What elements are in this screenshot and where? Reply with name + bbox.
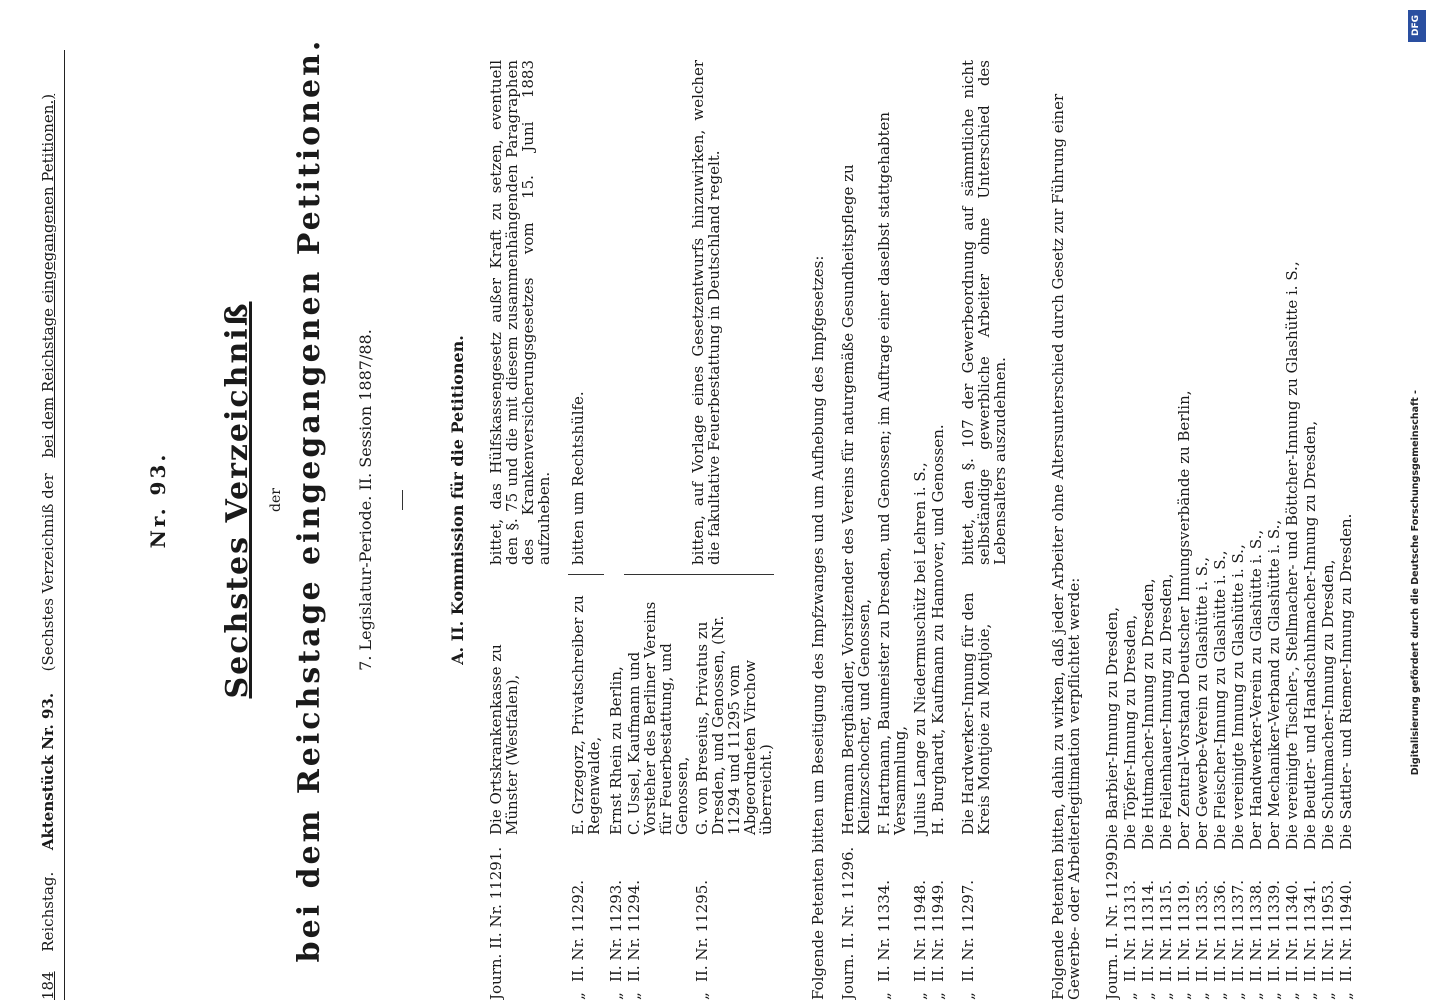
petitioner: Der Handwerker-Verein zu Glashütte i. S., <box>1247 529 1265 850</box>
journal-ref: II. Nr. 11292. <box>569 879 587 982</box>
running-title-underlined: bei dem Reichstage eingegangenen Petitionen.) <box>39 93 57 458</box>
ditto-mark: „ <box>1319 992 1337 1000</box>
ditto-mark: „ <box>911 992 929 1000</box>
petitioner: Ernst Rhein zu Berlin, <box>607 666 625 835</box>
ditto-mark: „ <box>959 992 977 1000</box>
ditto-mark: „ <box>569 992 587 1000</box>
header-label: Reichstag. <box>39 871 57 952</box>
journal-ref: II. Nr. 11314. <box>1139 879 1157 982</box>
journal-ref: II. Nr. 11293. <box>607 879 625 982</box>
ditto-mark: „ <box>1265 992 1283 1000</box>
ditto-mark: „ <box>1121 992 1139 1000</box>
ditto-mark: „ <box>607 992 625 1000</box>
petitioner: Der Gewerbe-Verein zu Glashütte i. S., <box>1193 556 1211 850</box>
journal-ref: II. Nr. 11948. <box>911 879 929 982</box>
ditto-mark: „ <box>693 992 711 1000</box>
section-c-intro: Folgende Petenten bitten, dahin zu wirken, daß jeder Arbeiter ohne Altersunterschied durch Gesetz zur Führung einer Gewerbe- oder Arbeiterlegitimation verpflichtet werde: <box>1049 93 1083 1000</box>
ditto-mark: „ <box>875 992 893 1000</box>
journal-ref: II. Nr. 11336. <box>1211 879 1229 982</box>
petition-request: bitten um Rechtshülfe. <box>569 391 587 565</box>
running-title-prefix: (Sechstes Verzeichniß der <box>39 473 57 672</box>
journal-ref: Journ. II. Nr. 11296. <box>839 846 857 1000</box>
ditto-mark: „ <box>1283 992 1301 1000</box>
digitization-sidebar <box>1406 10 1428 990</box>
title-der: der <box>268 488 284 512</box>
journal-ref: II. Nr. 11319. <box>1175 879 1193 982</box>
petitioner: Die vereinigte Tischler-, Stellmacher- und Böttcher-Innung zu Glashütte i. S., <box>1283 261 1301 850</box>
petitioner: E. Grzegorz, Privatschreiber zu Regenwalde, <box>569 595 603 835</box>
journal-ref: II. Nr. 11335. <box>1193 879 1211 982</box>
petitioner: Die Schuhmacher-Innung zu Dresden, <box>1319 559 1337 850</box>
dfg-logo: DFG <box>1408 10 1426 42</box>
petitioner: Die Töpfer-Innung zu Dresden, <box>1121 614 1139 850</box>
brace <box>624 574 774 575</box>
ditto-mark: „ <box>1175 992 1193 1000</box>
brace <box>568 574 604 575</box>
journal-ref: II. Nr. 11337. <box>1229 879 1247 982</box>
petitioner: Die Hardwerker-Innung für den Kreis Montjoie zu Montjoie, <box>959 592 993 835</box>
journal-ref: II. Nr. 11341. <box>1301 879 1319 982</box>
journal-ref: II. Nr. 11338. <box>1247 879 1265 982</box>
journal-ref: II. Nr. 11334. <box>875 879 893 982</box>
journal-ref: II. Nr. 11295. <box>693 879 711 982</box>
ditto-mark: „ <box>1157 992 1175 1000</box>
journal-ref: II. Nr. 11313. <box>1121 879 1139 982</box>
journal-ref: II. Nr. 11340. <box>1283 879 1301 982</box>
ditto-mark: „ <box>1337 992 1355 1000</box>
header-rule <box>64 50 65 1000</box>
running-header <box>40 0 62 1000</box>
page-number: 184 <box>39 971 57 1000</box>
ditto-mark: „ <box>1247 992 1265 1000</box>
journal-ref: Journ. II. Nr. 11299. <box>1103 846 1121 1000</box>
journal-ref: II. Nr. 11940. <box>1337 879 1355 982</box>
petitioner: Die Ortskrankenkasse zu Münster (Westfalen), <box>487 644 521 835</box>
journal-ref: II. Nr. 11315. <box>1157 879 1175 982</box>
document-number: Nr. 93. <box>146 451 170 549</box>
petitioner: Die Hutmacher-Innung zu Dresden, <box>1139 578 1157 850</box>
ditto-mark: „ <box>1301 992 1319 1000</box>
petitioner: Die Feilenhauer-Innung zu Dresden, <box>1157 573 1175 850</box>
petitioner: Die Sattler- und Riemer-Innung zu Dresden. <box>1337 513 1355 850</box>
petition-request: bittet, das Hülfskassengesetz außer Kraft zu setzen, eventuell den §. 75 und die mit diesem zusammenhängenden Paragraphen des Krankenversicherungsgesetzes vom 15. Juni 1883 aufzuheben. <box>487 60 553 565</box>
ditto-mark: „ <box>1211 992 1229 1000</box>
section-b-intro: Folgende Petenten bitten um Beseitigung des Impfzwanges und um Aufhebung des Impfgesetzes: <box>809 255 827 1000</box>
ditto-mark: „ <box>625 992 643 1000</box>
journal-ref: II. Nr. 11953. <box>1319 879 1337 982</box>
legislature-period: 7. Legislatur-Periode. II. Session 1887/88. <box>356 329 375 671</box>
petition-request: bittet, den §. 107 der Gewerbeordnung auf sämmtliche nicht selbständige gewerbliche Arbeiter ohne Unterschied des Lebensalters auszudehnen. <box>959 60 1009 565</box>
rotated-document-page <box>40 0 1430 1000</box>
petitioner: G. von Breseius, Privatus zu Dresden, und Genossen, (Nr. 11294 und 11295 vom Abgeordneten Virchow überreicht.) <box>693 615 775 835</box>
petitioner: Julius Lange zu Niedermuschütz bei Lehren i. S., <box>911 462 929 835</box>
petitioner: Der Mechaniker-Verband zu Glashütte i. S., <box>1265 519 1283 850</box>
short-divider <box>402 490 403 510</box>
ditto-mark: „ <box>1139 992 1157 1000</box>
journal-ref: II. Nr. 11949. <box>929 879 947 982</box>
title-line-2: bei dem Reichstage eingegangenen Petitionen. <box>292 37 327 963</box>
journal-ref: Journ. II. Nr. 11291. <box>487 846 505 1000</box>
petitioner: Die Fleischer-Innung zu Glashütte i. S., <box>1211 550 1229 850</box>
petitioner: H. Burghardt, Kaufmann zu Hannover, und Genossen. <box>929 424 947 835</box>
petitioner: Die Beutler- und Handschuhmacher-Innung zu Dresden, <box>1301 420 1319 850</box>
petitioner: F. Hartmann, Baumeister zu Dresden, und Genossen; im Auftrage einer daselbst stattgehabten Versammlung, <box>875 111 909 835</box>
petitioner: Der Zentral-Vorstand Deutscher Innungsverbände zu Berlin, <box>1175 390 1193 850</box>
petitioner: Die Barbier-Innung zu Dresden, <box>1103 606 1121 850</box>
ditto-mark: „ <box>1193 992 1211 1000</box>
petitioner: Hermann Berghändler, Vorsitzender des Vereins für naturgemäße Gesundheitspflege zu Kleinzschocher, und Genossen, <box>839 164 873 835</box>
ditto-mark: „ <box>1229 992 1247 1000</box>
aktenstueck-label: Aktenstück Nr. 93. <box>39 692 57 851</box>
petition-request: bitten, auf Vorlage eines Gesetzentwurfs hinzuwirken, welcher die fakultative Feuerbestattung in Deutschland regelt. <box>689 60 723 565</box>
ditto-mark: „ <box>929 992 947 1000</box>
journal-ref: II. Nr. 11339. <box>1265 879 1283 982</box>
petitioner: Die vereinigte Innung zu Glashütte i. S., <box>1229 544 1247 850</box>
funding-note: Digitalisierung gefördert durch die Deutsche Forschungsgemeinschaft - <box>1410 390 1421 776</box>
title-line-1: Sechstes Verzeichniß <box>220 301 255 699</box>
section-a-heading: A. II. Kommission für die Petitionen. <box>448 335 467 665</box>
petitioner: C. Ussel, Kaufmann und Vorsteher des Berliner Vereins für Feuerbestattung, und Genossen, <box>625 601 691 835</box>
journal-ref: II. Nr. 11297. <box>959 879 977 982</box>
journal-ref: II. Nr. 11294. <box>625 879 643 982</box>
